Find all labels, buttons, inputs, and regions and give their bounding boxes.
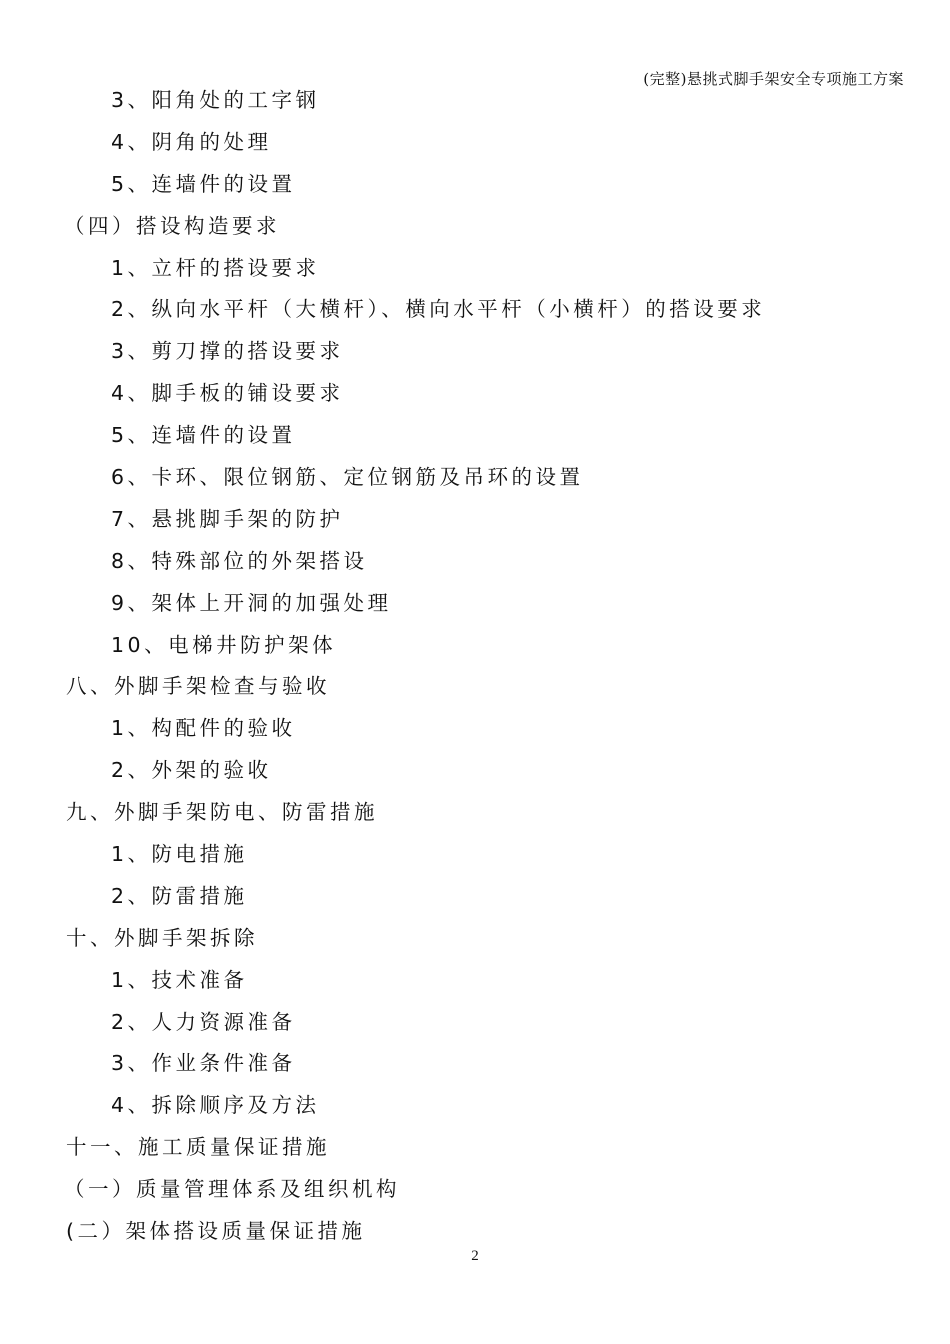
toc-chapter: 九、外脚手架防电、防雷措施	[66, 800, 378, 825]
toc-item: 1、技术准备	[111, 967, 248, 992]
toc-item: 5、连墙件的设置	[111, 423, 296, 448]
toc-chapter: 十、外脚手架拆除	[66, 925, 258, 950]
toc-item: 1、防电措施	[111, 842, 248, 867]
toc-item: 2、外架的验收	[111, 758, 272, 783]
toc-item: 3、作业条件准备	[111, 1051, 296, 1076]
toc-item: 4、拆除顺序及方法	[111, 1093, 320, 1118]
toc-item: 3、阳角处的工字钢	[111, 88, 320, 112]
toc-item: 9、架体上开洞的加强处理	[111, 590, 392, 615]
toc-item: 2、纵向水平杆（大横杆）、横向水平杆（小横杆）的搭设要求	[111, 297, 766, 322]
toc-item: 4、脚手板的铺设要求	[111, 381, 344, 406]
toc-item: 7、悬挑脚手架的防护	[111, 506, 344, 531]
toc-chapter: 十一、施工质量保证措施	[66, 1135, 330, 1160]
toc-item: 4、阴角的处理	[111, 129, 272, 154]
toc-item: 8、特殊部位的外架搭设	[111, 548, 368, 573]
toc-item: 3、剪刀撑的搭设要求	[111, 339, 344, 364]
toc-item: 2、人力资源准备	[111, 1009, 296, 1034]
toc-section: （四）搭设构造要求	[64, 213, 280, 238]
table-of-contents	[0, 82, 950, 1255]
toc-item: 2、防雷措施	[111, 883, 248, 908]
toc-section: （一）质量管理体系及组织机构	[64, 1177, 400, 1202]
toc-item: 1、立杆的搭设要求	[111, 255, 320, 280]
document-header: (完整)悬挑式脚手架安全专项施工方案	[643, 70, 904, 88]
toc-item: 5、连墙件的设置	[111, 171, 296, 196]
toc-chapter: 八、外脚手架检查与验收	[66, 674, 330, 699]
toc-section: (二）架体搭设质量保证措施	[66, 1219, 366, 1244]
toc-item: 10、电梯井防护架体	[111, 632, 337, 657]
page-number: 2	[471, 1248, 479, 1264]
toc-item: 6、卡环、限位钢筋、定位钢筋及吊环的设置	[111, 465, 584, 490]
toc-item: 1、构配件的验收	[111, 716, 296, 741]
